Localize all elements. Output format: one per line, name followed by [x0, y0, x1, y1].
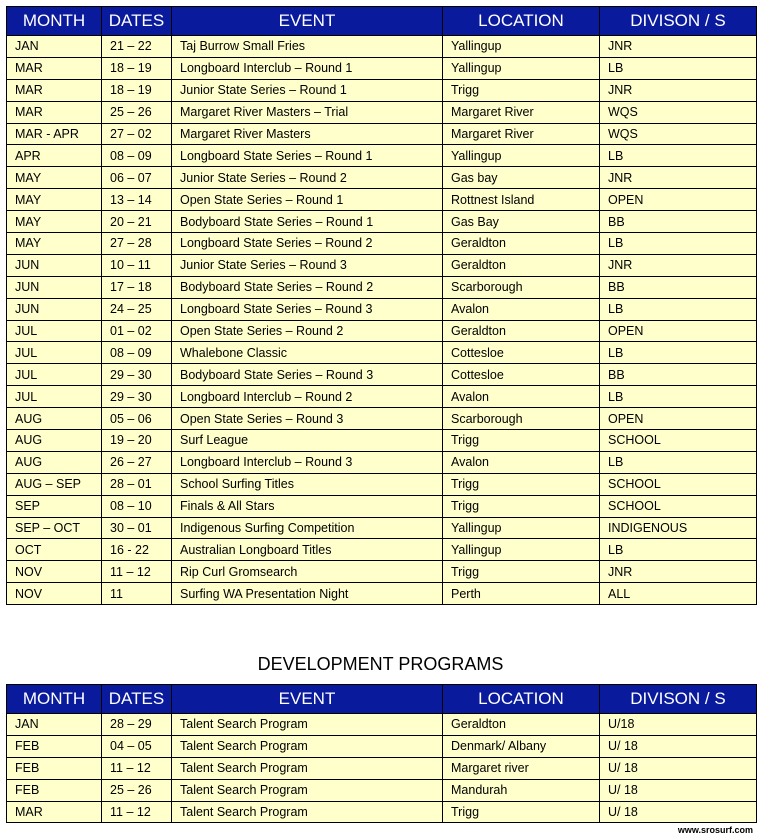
table-row	[7, 561, 757, 583]
column-header-event: EVENT	[172, 7, 443, 36]
event-cell: Talent Search Program	[172, 801, 443, 823]
event-cell: Longboard State Series – Round 3	[172, 298, 443, 320]
division-cell: JNR	[600, 561, 757, 583]
dates-cell: 18 – 19	[102, 57, 172, 79]
event-cell: Longboard State Series – Round 1	[172, 145, 443, 167]
location-cell: Geraldton	[443, 254, 600, 276]
month-cell: MAY	[7, 211, 102, 233]
month-cell: MAY	[7, 167, 102, 189]
table-row	[7, 495, 757, 517]
month-cell: APR	[7, 145, 102, 167]
dates-cell: 01 – 02	[102, 320, 172, 342]
table-row	[7, 233, 757, 255]
event-cell: Finals & All Stars	[172, 495, 443, 517]
month-cell: SEP – OCT	[7, 517, 102, 539]
month-cell: MAR	[7, 801, 102, 823]
division-cell: LB	[600, 298, 757, 320]
table-row	[7, 145, 757, 167]
location-cell: Yallingup	[443, 539, 600, 561]
dates-cell: 28 – 01	[102, 473, 172, 495]
month-cell: MAR	[7, 101, 102, 123]
dates-cell: 28 – 29	[102, 714, 172, 736]
division-cell: INDIGENOUS	[600, 517, 757, 539]
table-row	[7, 735, 757, 757]
table-row	[7, 779, 757, 801]
table-row	[7, 430, 757, 452]
event-cell: Surf League	[172, 430, 443, 452]
month-cell: JAN	[7, 36, 102, 58]
division-cell: OPEN	[600, 320, 757, 342]
division-cell: WQS	[600, 101, 757, 123]
dates-cell: 11 – 12	[102, 801, 172, 823]
division-cell: OPEN	[600, 408, 757, 430]
table-row	[7, 757, 757, 779]
dates-cell: 25 – 26	[102, 779, 172, 801]
dates-cell: 17 – 18	[102, 276, 172, 298]
month-cell: MAY	[7, 189, 102, 211]
location-cell: Trigg	[443, 473, 600, 495]
table-row	[7, 101, 757, 123]
dates-cell: 10 – 11	[102, 254, 172, 276]
month-cell: JUN	[7, 276, 102, 298]
table-row	[7, 167, 757, 189]
event-cell: Talent Search Program	[172, 714, 443, 736]
month-cell: MAY	[7, 233, 102, 255]
division-cell: U/ 18	[600, 801, 757, 823]
month-cell: AUG – SEP	[7, 473, 102, 495]
column-header-dates: DATES	[102, 685, 172, 714]
month-cell: AUG	[7, 451, 102, 473]
location-cell: Trigg	[443, 430, 600, 452]
division-cell: JNR	[600, 167, 757, 189]
month-cell: FEB	[7, 779, 102, 801]
dates-cell: 30 – 01	[102, 517, 172, 539]
table-row	[7, 473, 757, 495]
event-cell: Longboard Interclub – Round 3	[172, 451, 443, 473]
month-cell: NOV	[7, 583, 102, 605]
event-cell: Longboard State Series – Round 2	[172, 233, 443, 255]
month-cell: JUL	[7, 386, 102, 408]
table-row	[7, 189, 757, 211]
location-cell: Trigg	[443, 495, 600, 517]
table-row	[7, 320, 757, 342]
dates-cell: 04 – 05	[102, 735, 172, 757]
location-cell: Margaret River	[443, 123, 600, 145]
location-cell: Margaret river	[443, 757, 600, 779]
month-cell: FEB	[7, 757, 102, 779]
division-cell: JNR	[600, 36, 757, 58]
dates-cell: 18 – 19	[102, 79, 172, 101]
event-cell: Open State Series – Round 2	[172, 320, 443, 342]
development-programs-table	[6, 684, 757, 823]
location-cell: Trigg	[443, 801, 600, 823]
dates-cell: 06 – 07	[102, 167, 172, 189]
division-cell: SCHOOL	[600, 473, 757, 495]
division-cell: LB	[600, 145, 757, 167]
event-cell: Bodyboard State Series – Round 3	[172, 364, 443, 386]
event-cell: Talent Search Program	[172, 735, 443, 757]
table-row	[7, 79, 757, 101]
division-cell: U/18	[600, 714, 757, 736]
location-cell: Scarborough	[443, 408, 600, 430]
dates-cell: 08 – 10	[102, 495, 172, 517]
dates-cell: 21 – 22	[102, 36, 172, 58]
event-cell: Bodyboard State Series – Round 2	[172, 276, 443, 298]
table-row	[7, 57, 757, 79]
event-cell: Open State Series – Round 3	[172, 408, 443, 430]
division-cell: U/ 18	[600, 735, 757, 757]
division-cell: SCHOOL	[600, 495, 757, 517]
development-programs-heading: DEVELOPMENT PROGRAMS	[257, 654, 504, 674]
division-cell: U/ 18	[600, 779, 757, 801]
location-cell: Gas bay	[443, 167, 600, 189]
division-cell: LB	[600, 386, 757, 408]
division-cell: LB	[600, 233, 757, 255]
event-cell: Surfing WA Presentation Night	[172, 583, 443, 605]
table-row	[7, 714, 757, 736]
column-header-location: LOCATION	[443, 7, 600, 36]
dates-cell: 11 – 12	[102, 561, 172, 583]
division-cell: WQS	[600, 123, 757, 145]
division-cell: BB	[600, 276, 757, 298]
division-cell: BB	[600, 211, 757, 233]
dates-cell: 08 – 09	[102, 145, 172, 167]
event-cell: Longboard Interclub – Round 1	[172, 57, 443, 79]
column-header-division: DIVISON / S	[600, 685, 757, 714]
dates-cell: 27 – 28	[102, 233, 172, 255]
division-cell: SCHOOL	[600, 430, 757, 452]
month-cell: AUG	[7, 430, 102, 452]
dates-cell: 05 – 06	[102, 408, 172, 430]
location-cell: Scarborough	[443, 276, 600, 298]
division-cell: U/ 18	[600, 757, 757, 779]
dates-cell: 11 – 12	[102, 757, 172, 779]
table-row	[7, 801, 757, 823]
table-header-row	[7, 685, 757, 714]
column-header-division: DIVISON / S	[600, 7, 757, 36]
table-row	[7, 276, 757, 298]
location-cell: Margaret River	[443, 101, 600, 123]
event-cell: School Surfing Titles	[172, 473, 443, 495]
dates-cell: 11	[102, 583, 172, 605]
event-cell: Open State Series – Round 1	[172, 189, 443, 211]
table-row	[7, 583, 757, 605]
event-cell: Longboard Interclub – Round 2	[172, 386, 443, 408]
location-cell: Cottesloe	[443, 342, 600, 364]
location-cell: Yallingup	[443, 145, 600, 167]
table-row	[7, 36, 757, 58]
event-cell: Bodyboard State Series – Round 1	[172, 211, 443, 233]
month-cell: OCT	[7, 539, 102, 561]
dates-cell: 29 – 30	[102, 386, 172, 408]
location-cell: Geraldton	[443, 320, 600, 342]
event-cell: Taj Burrow Small Fries	[172, 36, 443, 58]
table-row	[7, 386, 757, 408]
column-header-dates: DATES	[102, 7, 172, 36]
dates-cell: 26 – 27	[102, 451, 172, 473]
location-cell: Avalon	[443, 386, 600, 408]
dates-cell: 29 – 30	[102, 364, 172, 386]
event-cell: Margaret River Masters	[172, 123, 443, 145]
dates-cell: 08 – 09	[102, 342, 172, 364]
month-cell: NOV	[7, 561, 102, 583]
month-cell: MAR	[7, 57, 102, 79]
event-cell: Margaret River Masters – Trial	[172, 101, 443, 123]
column-header-month: MONTH	[7, 685, 102, 714]
dates-cell: 16 - 22	[102, 539, 172, 561]
dates-cell: 27 – 02	[102, 123, 172, 145]
event-cell: Talent Search Program	[172, 779, 443, 801]
division-cell: LB	[600, 57, 757, 79]
month-cell: JUN	[7, 254, 102, 276]
event-cell: Whalebone Classic	[172, 342, 443, 364]
division-cell: JNR	[600, 79, 757, 101]
location-cell: Avalon	[443, 298, 600, 320]
dates-cell: 24 – 25	[102, 298, 172, 320]
location-cell: Yallingup	[443, 517, 600, 539]
column-header-month: MONTH	[7, 7, 102, 36]
month-cell: MAR	[7, 79, 102, 101]
month-cell: JUL	[7, 342, 102, 364]
dates-cell: 20 – 21	[102, 211, 172, 233]
event-cell: Talent Search Program	[172, 757, 443, 779]
division-cell: OPEN	[600, 189, 757, 211]
location-cell: Yallingup	[443, 57, 600, 79]
location-cell: Perth	[443, 583, 600, 605]
month-cell: AUG	[7, 408, 102, 430]
location-cell: Avalon	[443, 451, 600, 473]
table-row	[7, 408, 757, 430]
event-cell: Junior State Series – Round 3	[172, 254, 443, 276]
column-header-location: LOCATION	[443, 685, 600, 714]
location-cell: Denmark/ Albany	[443, 735, 600, 757]
division-cell: LB	[600, 342, 757, 364]
table-row	[7, 364, 757, 386]
location-cell: Geraldton	[443, 233, 600, 255]
month-cell: JUL	[7, 320, 102, 342]
location-cell: Geraldton	[443, 714, 600, 736]
location-cell: Yallingup	[443, 36, 600, 58]
table-row	[7, 123, 757, 145]
division-cell: BB	[600, 364, 757, 386]
month-cell: FEB	[7, 735, 102, 757]
event-cell: Junior State Series – Round 2	[172, 167, 443, 189]
table-row	[7, 451, 757, 473]
table-header-row	[7, 7, 757, 36]
division-cell: JNR	[600, 254, 757, 276]
dates-cell: 25 – 26	[102, 101, 172, 123]
division-cell: ALL	[600, 583, 757, 605]
location-cell: Cottesloe	[443, 364, 600, 386]
table-row	[7, 211, 757, 233]
event-cell: Rip Curl Gromsearch	[172, 561, 443, 583]
month-cell: MAR - APR	[7, 123, 102, 145]
table-row	[7, 254, 757, 276]
table-row	[7, 517, 757, 539]
location-cell: Rottnest Island	[443, 189, 600, 211]
location-cell: Trigg	[443, 79, 600, 101]
location-cell: Trigg	[443, 561, 600, 583]
table-row	[7, 298, 757, 320]
website-url: www.srosurf.com	[677, 825, 753, 835]
events-schedule-table	[6, 6, 757, 605]
location-cell: Gas Bay	[443, 211, 600, 233]
dates-cell: 13 – 14	[102, 189, 172, 211]
division-cell: LB	[600, 451, 757, 473]
event-cell: Australian Longboard Titles	[172, 539, 443, 561]
division-cell: LB	[600, 539, 757, 561]
event-cell: Junior State Series – Round 1	[172, 79, 443, 101]
month-cell: JAN	[7, 714, 102, 736]
event-cell: Indigenous Surfing Competition	[172, 517, 443, 539]
table-row	[7, 342, 757, 364]
table-row	[7, 539, 757, 561]
dates-cell: 19 – 20	[102, 430, 172, 452]
column-header-event: EVENT	[172, 685, 443, 714]
month-cell: JUL	[7, 364, 102, 386]
location-cell: Mandurah	[443, 779, 600, 801]
month-cell: JUN	[7, 298, 102, 320]
month-cell: SEP	[7, 495, 102, 517]
